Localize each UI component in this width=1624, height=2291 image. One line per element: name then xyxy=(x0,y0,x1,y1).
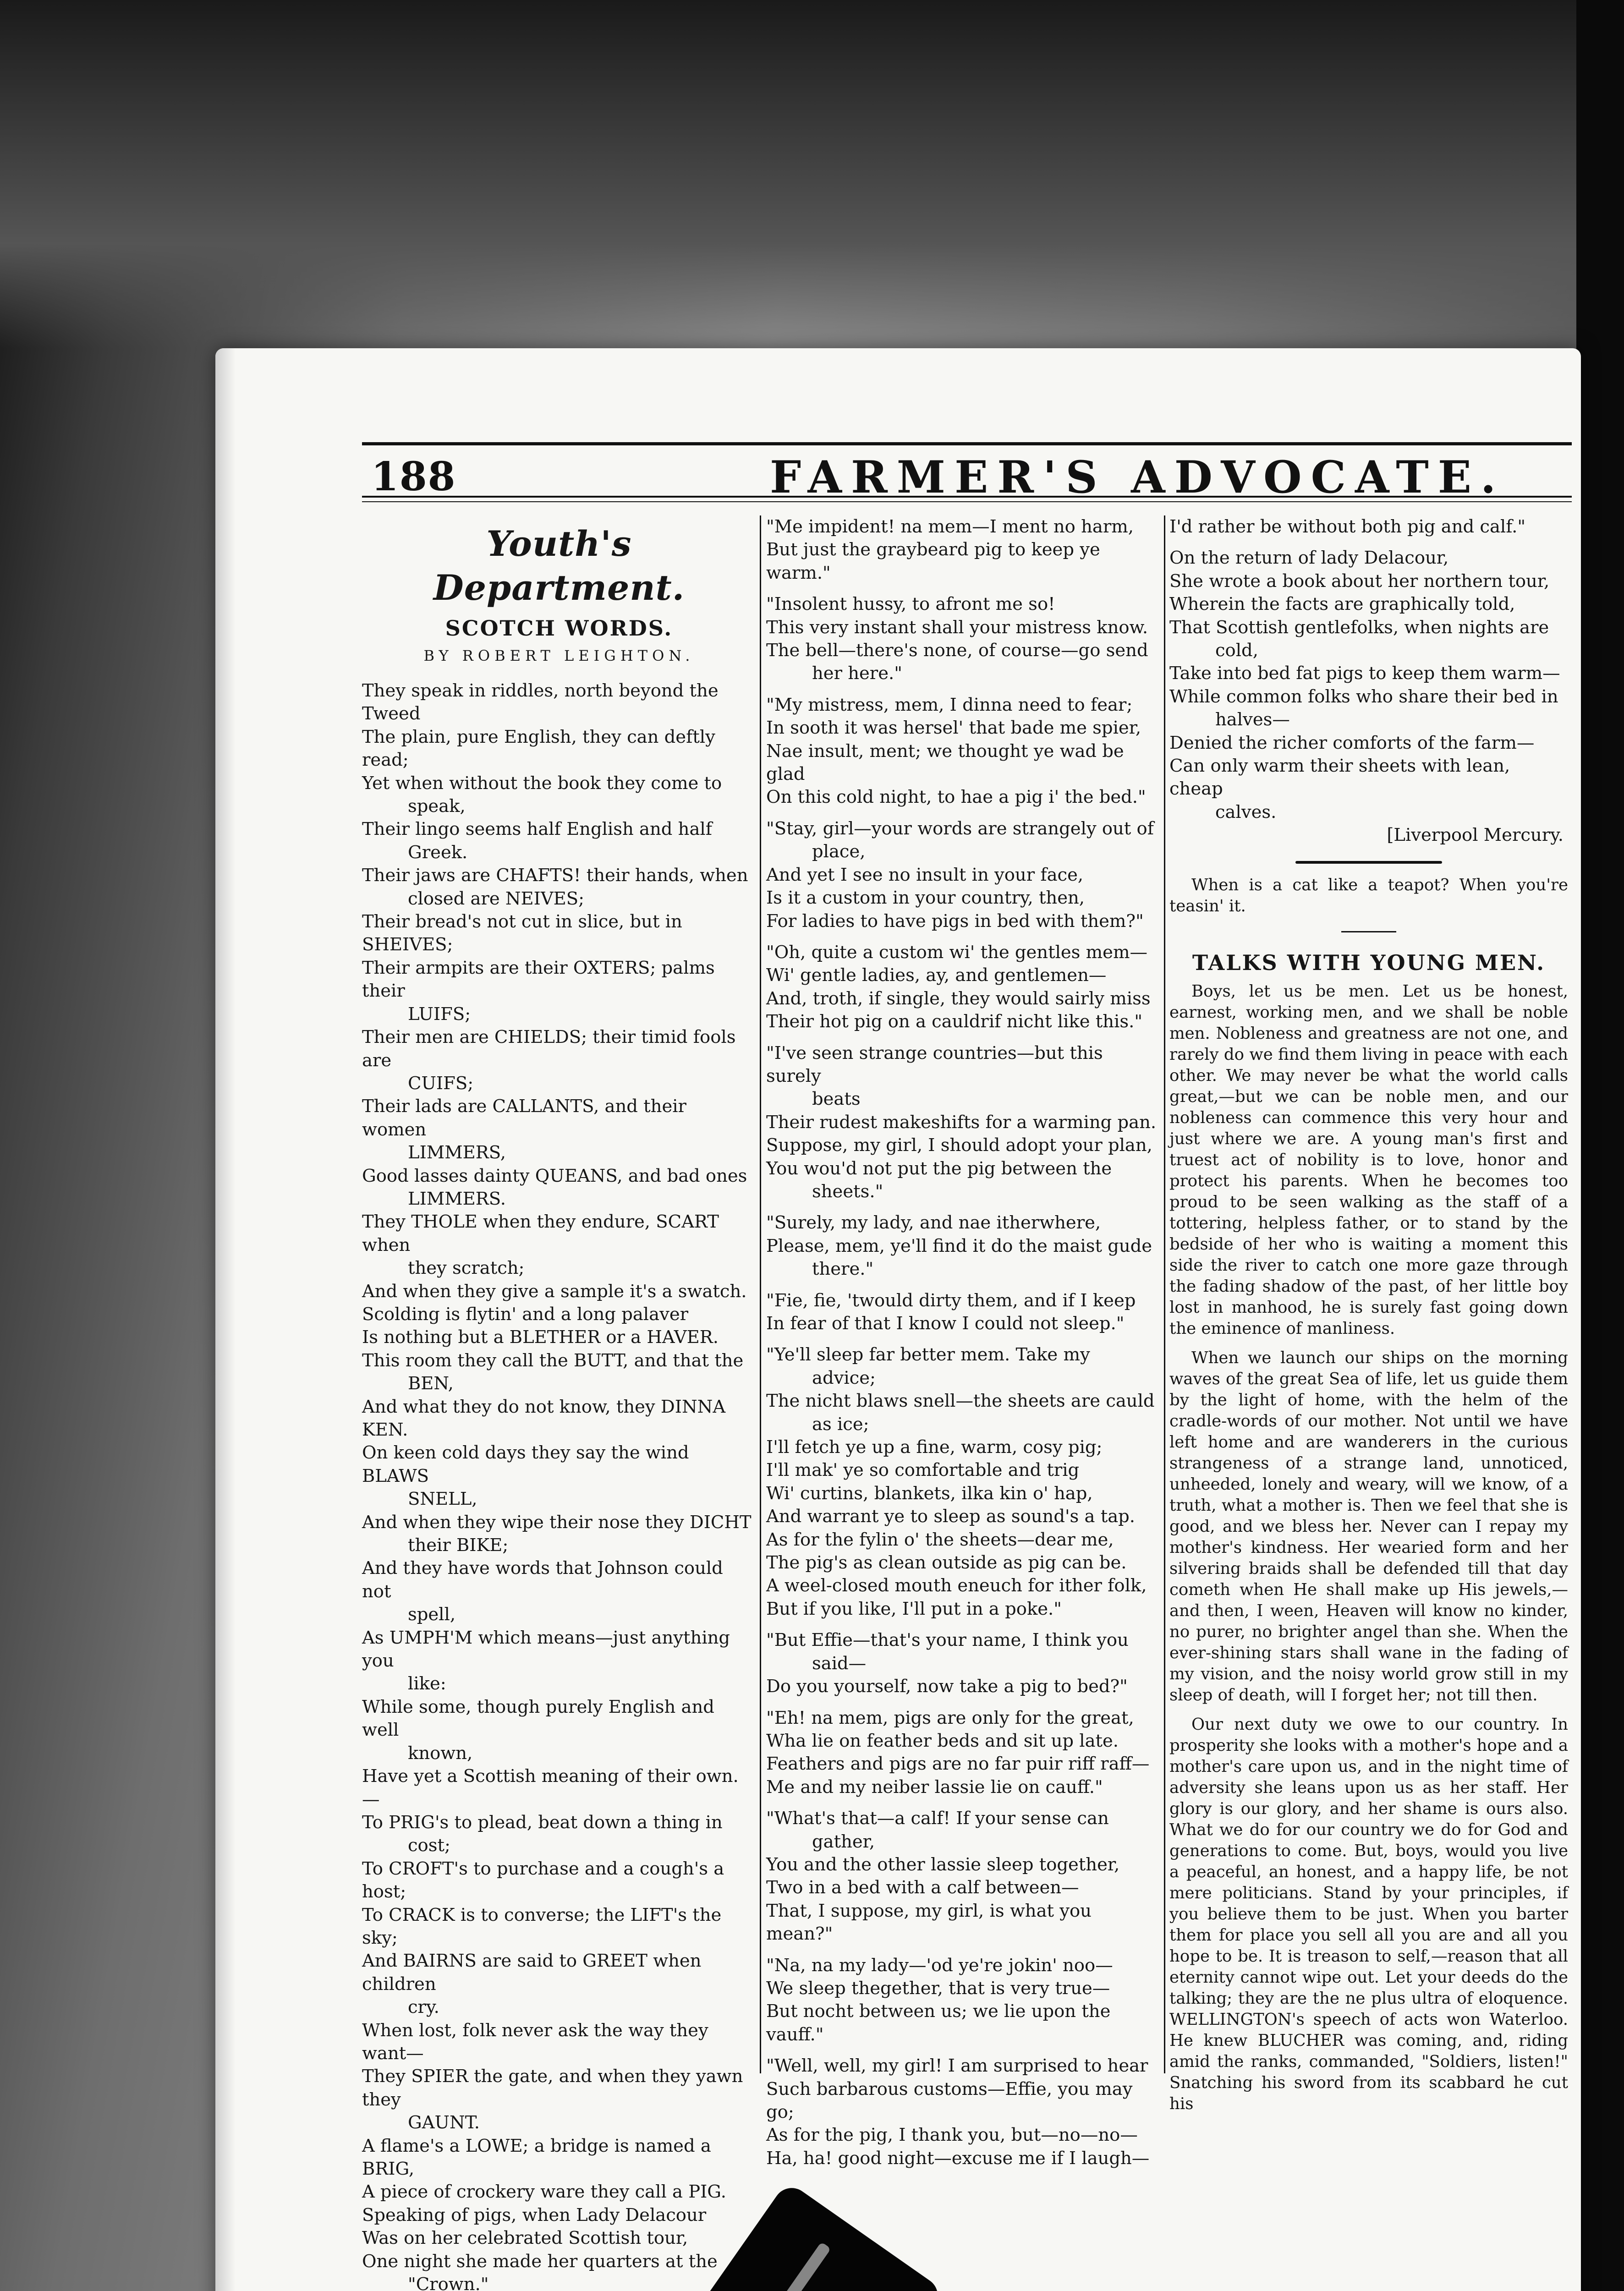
poem-line: Ha, ha! good night—excuse me if I laugh— xyxy=(766,2148,1150,2169)
poem-line: On the return of lady Delacour, xyxy=(1169,548,1449,569)
poem-line: Scolding is flytin' and a long palaver xyxy=(362,1304,689,1325)
poem-line: Wha lie on feather beds and sit up late. xyxy=(766,1730,1119,1751)
poem-line: Yet when without the book they come to xyxy=(362,773,722,794)
poem-line: Nae insult, ment; we thought ye wad be glad xyxy=(766,740,1124,785)
poem-line: Wi' curtins, blankets, ilka kin o' hap, xyxy=(766,1483,1093,1504)
poem-line: A flame's a LOWE; a bridge is named a BRIG, xyxy=(362,2135,711,2179)
poem-title: SCOTCH WORDS. xyxy=(445,616,673,641)
stanza-gap xyxy=(766,1335,1160,1343)
poem-line: One night she made her quarters at the xyxy=(362,2251,718,2272)
poem-line: speak, xyxy=(408,796,466,817)
poem-line: their BIKE; xyxy=(408,1535,509,1556)
poem-line: closed are NEIVES; xyxy=(408,888,585,909)
poem-line: In fear of that I know I could not sleep." xyxy=(766,1313,1125,1334)
article-paragraph: Boys, let us be men. Let us be honest, earnest, working men, and we shall be noble men. Nobleness and greatness are not one, and rarely do we find them living in peace with each other. We may never be what the world calls great,—but we can be noble men, and our nobleness can commence this very hour and just where we are. A young man's first and truest act of nobility is to love, honor and protect his parents. When he becomes too proud to be seen walking as the staff of a tottering, helpless father, or to stand by the bedside of her who is waiting a moment this side the river to catch one more gaze through the fading shadow of the past, of her little boy lost in manhood, he is surely fast going down the eminence of manliness. xyxy=(1169,981,1568,1338)
poem-line: To CROFT's to purchase and a cough's a host; xyxy=(362,1858,724,1902)
column-divider-1 xyxy=(760,515,761,2073)
column-2 xyxy=(766,515,1160,2170)
poem-line: Their lingo seems half English and half xyxy=(362,819,712,840)
poem-line: But nocht between us; we lie upon the vauff." xyxy=(766,2001,1111,2045)
poem-line: When lost, folk never ask the way they want— xyxy=(362,2020,708,2064)
poem-line: In sooth it was hersel' that bade me spier, xyxy=(766,718,1141,739)
poem-line: Take into bed fat pigs to keep them warm— xyxy=(1169,663,1560,684)
poem-line: Their rudest makeshifts for a warming pan. xyxy=(766,1112,1157,1133)
poem-line: Wherein the facts are graphically told, xyxy=(1169,594,1515,615)
stanza-gap xyxy=(766,1203,1160,1211)
stanza-gap xyxy=(1169,538,1568,547)
poem-line: And, troth, if single, they would sairly miss xyxy=(766,988,1151,1009)
poem-line: And BAIRNS are said to GREET when children xyxy=(362,1951,702,1995)
ornamental-divider xyxy=(1169,847,1568,875)
column-1 xyxy=(362,515,756,2291)
article-paragraph: Our next duty we owe to our country. In prosperity she looks with a mother's hope and a mother's care upon us, and in the night time of adversity she leans upon us as her staff. Her glory is our glory, and her shame is ours also. What we do for our country we do for God and generations to come. But, boys, would you live a peaceful, an honest, and a happy life, be not mere politicians. Stand by your principles, if you believe them to be just. When you barter them for place you sell all you are and all you hope to be. It is treason to self,—reason that all eternity cannot wipe out. Let your deeds do the talking; they are the ne plus ultra of eloquence. WELLINGTON's speech of acts won Waterloo. He knew BLUCHER was coming, and, riding amid the ranks, commanded, "Soldiers, listen!" Snatching his sword from its scabbard he cut his xyxy=(1169,1715,1568,2113)
poem-line: "Eh! na mem, pigs are only for the great, xyxy=(766,1707,1134,1728)
poem-line: Good lasses dainty QUEANS, and bad ones xyxy=(362,1165,747,1186)
poem-line: advice; xyxy=(812,1367,876,1388)
article-paragraph: When we launch our ships on the morning waves of the great Sea of life, let us guide them by the light of home, with the helm of the cradle-words of our mother. Not until we have left home and are wanderers in the curious strangeness of a strange land, unnoticed, unheeded, lonely and weary, will we know, of a truth, what a mother is. Then we feel that she is good, and we bless her. Never can I repay my mother's kindness. Her wearied form and her silvering braids shall be defended till that day cometh when He shall make up His jewels,—and then, I ween, Heaven will know no kinder, no purer, no brighter angel than she. When the ever-shining stars shall wane in the fading of my vision, and the noisy world grow still in my sleep of death, will I forget her; not till then. xyxy=(1169,1348,1568,1705)
poem-line: She wrote a book about her northern tour, xyxy=(1169,570,1550,592)
poem-line: And when they wipe their nose they DICHT xyxy=(362,1512,752,1533)
poem-line: The plain, pure English, they can deftly read; xyxy=(362,726,715,771)
poem-line: To CRACK is to converse; the LIFT's the sky; xyxy=(362,1904,722,1948)
poem-line: As UMPH'M which means—just anything you xyxy=(362,1627,730,1672)
stanza-gap xyxy=(766,1034,1160,1042)
poem-line: cost; xyxy=(408,1835,450,1856)
poem-line: Please, mem, ye'll find it do the maist gude xyxy=(766,1235,1152,1256)
poem-line: gather, xyxy=(812,1831,875,1852)
poem-line: said— xyxy=(812,1653,867,1674)
page-number: 188 xyxy=(371,454,456,500)
poem-line: CUIFS; xyxy=(408,1073,474,1094)
poem-line: halves— xyxy=(1215,709,1290,730)
poem-line: "What's that—a calf! If your sense can xyxy=(766,1808,1109,1829)
poem-line: Feathers and pigs are no far puir riff raff— xyxy=(766,1754,1150,1775)
poem-line: Wi' gentle ladies, ay, and gentlemen— xyxy=(766,965,1107,986)
poem-line: While some, though purely English and well xyxy=(362,1696,714,1741)
poem-line: On keen cold days they say the wind BLAWS xyxy=(362,1442,689,1486)
poem-line: Greek. xyxy=(408,842,468,863)
poem-line: They SPIER the gate, and when they yawn they xyxy=(362,2066,743,2110)
poem-line: As for the pig, I thank you, but—no—no— xyxy=(766,2125,1138,2146)
poem-line: her here." xyxy=(812,663,902,684)
poem-line: That Scottish gentlefolks, when nights are xyxy=(1169,617,1549,638)
poem-line: And what they do not know, they DINNA KEN. xyxy=(362,1396,726,1440)
poem-line: A weel-closed mouth eneuch for ither folk, xyxy=(766,1575,1147,1596)
poem-line: LIMMERS, xyxy=(408,1142,506,1163)
poem-line: cry. xyxy=(408,1997,439,2018)
poem-line: "Oh, quite a custom wi' the gentles mem— xyxy=(766,942,1147,963)
poem-line: On this cold night, to hae a pig i' the bed." xyxy=(766,787,1146,808)
stanza-gap xyxy=(766,809,1160,817)
masthead-title: FARMER'S ADVOCATE. xyxy=(770,451,1505,503)
short-divider xyxy=(1169,917,1568,944)
stanza-gap xyxy=(766,933,1160,941)
poem-line: While common folks who share their bed in xyxy=(1169,686,1558,707)
source-credit: [Liverpool Mercury. xyxy=(1387,825,1564,846)
poem-line: Me and my neiber lassie lie on cauff." xyxy=(766,1776,1103,1798)
poem-line: And warrant ye to sleep as sound's a tap. xyxy=(766,1506,1136,1527)
poem-line: You wou'd not put the pig between the xyxy=(766,1158,1112,1179)
stanza-gap xyxy=(766,585,1160,593)
poem-line: Their bread's not cut in slice, but in SHEIVES; xyxy=(362,911,682,955)
poem-line: they scratch; xyxy=(408,1258,525,1279)
poem-line: "Stay, girl—your words are strangely out of xyxy=(766,818,1154,839)
poem-line: "Na, na my lady—'od ye're jokin' noo— xyxy=(766,1955,1113,1976)
byline: BY ROBERT LEIGHTON. xyxy=(423,647,695,664)
poem-line: Such barbarous customs—Effie, you may go; xyxy=(766,2078,1133,2122)
poem-line: I'll fetch ye up a fine, warm, cosy pig; xyxy=(766,1437,1103,1458)
poem-line: LIMMERS. xyxy=(408,1188,506,1209)
poem-line: BEN, xyxy=(408,1373,454,1394)
poem-line: like: xyxy=(408,1673,446,1694)
stanza-gap xyxy=(766,1281,1160,1289)
poem-line: Their armpits are their OXTERS; palms their xyxy=(362,957,715,1002)
column-divider-2 xyxy=(1164,515,1165,2073)
poem-line: To PRIG's to plead, beat down a thing in xyxy=(362,1812,723,1833)
poem-line: GAUNT. xyxy=(408,2112,480,2133)
poem-line: calves. xyxy=(1215,801,1277,822)
poem-line: This very instant shall your mistress know. xyxy=(766,617,1148,638)
poem-line: Denied the richer comforts of the farm— xyxy=(1169,732,1535,753)
poem-line: They speak in riddles, north beyond the Tweed xyxy=(362,680,719,724)
column-3 xyxy=(1169,515,1568,2115)
poem-line: "Ye'll sleep far better mem. Take my xyxy=(766,1344,1090,1365)
poem-line: known, xyxy=(408,1743,473,1764)
poem-line: Two in a bed with a calf between— xyxy=(766,1877,1079,1898)
stanza-gap xyxy=(766,1699,1160,1707)
poem-line: Their jaws are CHAFTS! their hands, when xyxy=(362,865,748,886)
poem-line: And when they give a sample it's a swatch. xyxy=(362,1281,747,1302)
poem-line: there." xyxy=(812,1259,874,1280)
poem-line: LUIFS; xyxy=(408,1003,471,1025)
riddle: When is a cat like a teapot? When you're teasin' it. xyxy=(1169,875,1568,915)
poem-line: Is nothing but a BLETHER or a HAVER. xyxy=(362,1327,719,1348)
poem-line: Do you yourself, now take a pig to bed?" xyxy=(766,1676,1128,1697)
poem-line: "Surely, my lady, and nae itherwhere, xyxy=(766,1212,1101,1233)
poem-line: And yet I see no insult in your face, xyxy=(766,864,1084,885)
poem-line: And they have words that Johnson could not xyxy=(362,1558,723,1602)
poem-line: cold, xyxy=(1215,640,1258,661)
poem-line: Their men are CHIELDS; their timid fools are xyxy=(362,1027,736,1071)
poem-line: "Crown." xyxy=(408,2274,489,2291)
poem-line: The pig's as clean outside as pig can be. xyxy=(766,1552,1127,1573)
poem-line: The nicht blaws snell—the sheets are cauld xyxy=(766,1391,1155,1412)
poem-line: Their hot pig on a cauldrif nicht like this." xyxy=(766,1011,1143,1032)
poem-line: "Well, well, my girl! I am surprised to hear xyxy=(766,2055,1148,2077)
poem-line: The bell—there's none, of course—go send xyxy=(766,640,1148,661)
poem-line: Speaking of pigs, when Lady Delacour xyxy=(362,2204,707,2225)
poem-line: That, I suppose, my girl, is what you mean?" xyxy=(766,1900,1092,1945)
poem-line: "Fie, fie, 'twould dirty them, and if I keep xyxy=(766,1290,1136,1311)
stanza-gap xyxy=(766,1621,1160,1629)
spacer xyxy=(362,669,756,680)
poem-line: "I've seen strange countries—but this surely xyxy=(766,1042,1103,1086)
poem-line: as ice; xyxy=(812,1414,869,1435)
poem-line: Suppose, my girl, I should adopt your plan, xyxy=(766,1135,1152,1156)
poem-line: place, xyxy=(812,841,866,862)
poem-line: SNELL, xyxy=(408,1489,477,1510)
poem-line: This room they call the BUTT, and that the xyxy=(362,1350,744,1371)
stanza-gap xyxy=(766,685,1160,694)
poem-line: A piece of crockery ware they call a PIG. xyxy=(362,2181,726,2203)
stanza-gap xyxy=(766,1946,1160,1954)
scan-dark-top xyxy=(0,0,1624,348)
poem-line: Was on her celebrated Scottish tour, xyxy=(362,2228,688,2249)
poem-line: "Insolent hussy, to afront me so! xyxy=(766,594,1055,615)
department-heading: Youth's Department. xyxy=(433,523,685,608)
header-top-rule xyxy=(362,442,1572,445)
poem-line: sheets." xyxy=(812,1181,883,1202)
poem-line: "Me impident! na mem—I ment no harm, xyxy=(766,516,1134,537)
page-curl-edge xyxy=(215,348,236,2291)
poem-line: Is it a custom in your country, then, xyxy=(766,888,1085,909)
poem-line: beats xyxy=(812,1089,861,1110)
poem-line: We sleep thegether, that is very true— xyxy=(766,1978,1110,1999)
poem-line: "But Effie—that's your name, I think you xyxy=(766,1630,1129,1651)
poem-line: For ladies to have pigs in bed with them?" xyxy=(766,910,1144,932)
article-title: TALKS WITH YOUNG MEN. xyxy=(1192,950,1546,975)
poem-line: I'd rather be without both pig and calf." xyxy=(1169,516,1526,537)
scan-dark-right-edge xyxy=(1576,0,1624,2291)
poem-line: You and the other lassie sleep together, xyxy=(766,1854,1120,1875)
poem-line: As for the fylin o' the sheets—dear me, xyxy=(766,1529,1114,1550)
poem-line: spell, xyxy=(408,1604,456,1625)
poem-line: But if you like, I'll put in a poke." xyxy=(766,1598,1062,1619)
stanza-gap xyxy=(766,1799,1160,1807)
poem-line: Their lads are CALLANTS, and their women xyxy=(362,1096,686,1140)
poem-line: I'll mak' ye so comfortable and trig xyxy=(766,1460,1080,1481)
poem-line: But just the graybeard pig to keep ye warm." xyxy=(766,539,1100,583)
poem-line: "My mistress, mem, I dinna need to fear; xyxy=(766,694,1133,715)
poem-line: Can only warm their sheets with lean, cheap xyxy=(1169,756,1510,800)
stanza-gap xyxy=(766,2046,1160,2055)
poem-line: Have yet a Scottish meaning of their own.— xyxy=(362,1766,739,1810)
poem-line: They THOLE when they endure, SCART when xyxy=(362,1211,719,1255)
